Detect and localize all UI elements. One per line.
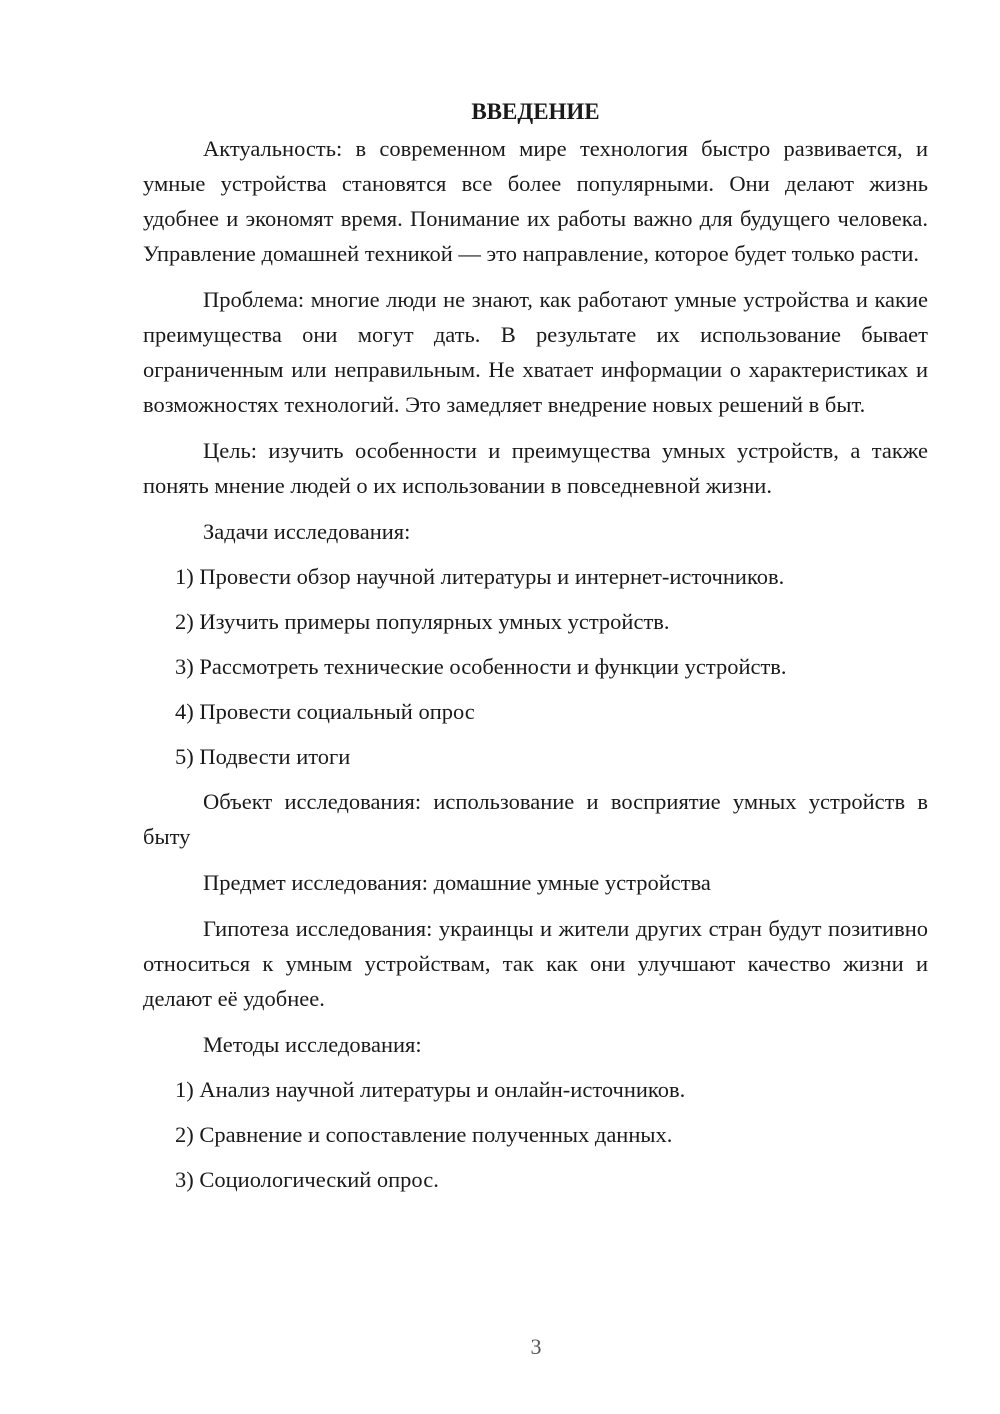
tasks-heading: Задачи исследования: <box>203 519 411 544</box>
list-item: 1) Анализ научной литературы и онлайн-источников. <box>175 1077 686 1102</box>
subject-paragraph: Предмет исследования: домашние умные устройства <box>203 870 711 895</box>
list-item: 4) Провести социальный опрос <box>175 699 475 724</box>
relevance-paragraph: Актуальность: в современном мире технология быстро развивается, и умные устройства становятся все более популярными. Они делают жизнь удобнее и экономят время. Понимание их работы важно для будущего человека. Управление домашней техникой — это направление, которое будет только расти. <box>143 136 928 266</box>
list-item: 2) Сравнение и сопоставление полученных данных. <box>175 1122 673 1147</box>
methods-list <box>143 1072 928 1197</box>
page-number: 3 <box>530 1334 542 1359</box>
page-title: ВВЕДЕНИЕ <box>471 99 600 124</box>
tasks-list <box>143 559 928 774</box>
document-body <box>143 95 928 1207</box>
list-item: 3) Социологический опрос. <box>175 1167 439 1192</box>
problem-paragraph: Проблема: многие люди не знают, как работают умные устройства и какие преимущества они могут дать. В результате их использование бывает ограниченным или неправильным. Не хватает информации о характеристиках и возможностях технологий. Это замедляет внедрение новых решений в быт. <box>143 287 928 417</box>
list-item: 2) Изучить примеры популярных умных устройств. <box>175 609 670 634</box>
goal-paragraph: Цель: изучить особенности и преимущества умных устройств, а также понять мнение людей о их использовании в повседневной жизни. <box>143 438 928 498</box>
hypothesis-paragraph: Гипотеза исследования: украинцы и жители других стран будут позитивно относиться к умным устройствам, так как они улучшают качество жизни и делают её удобнее. <box>143 916 928 1011</box>
list-item: 5) Подвести итоги <box>175 744 351 769</box>
list-item: 1) Провести обзор научной литературы и интернет-источников. <box>175 564 785 589</box>
object-paragraph: Объект исследования: использование и восприятие умных устройств в быту <box>143 789 928 849</box>
methods-heading: Методы исследования: <box>203 1032 422 1057</box>
list-item: 3) Рассмотреть технические особенности и функции устройств. <box>175 654 787 679</box>
